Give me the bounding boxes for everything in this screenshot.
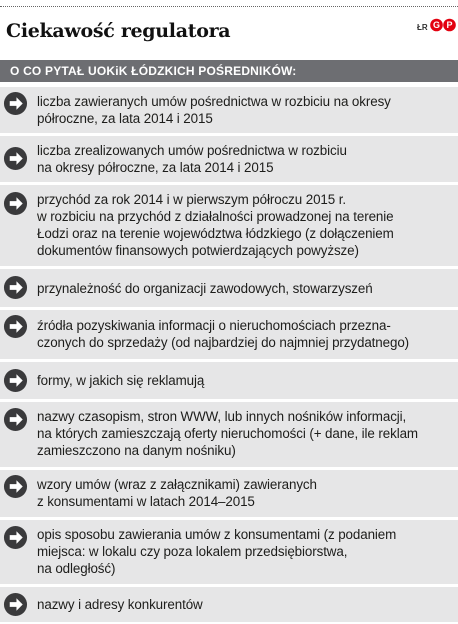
section-heading: O CO PYTAŁ UOKiK ŁÓDZKICH POŚREDNIKÓW: (10, 64, 297, 78)
arrow-right-icon (3, 191, 28, 216)
list-item (0, 362, 458, 399)
top-divider (0, 6, 458, 7)
list-item-text: nazwy i adresy konkurentów (37, 597, 203, 612)
arrow-right-icon (3, 368, 28, 393)
list-item-text: opis sposobu zawierania umów z konsumentami (z podaniem miejsca: w lokalu czy poza lokalem przedsiębiorstwa, na odległość) (37, 527, 397, 576)
list-item-text: liczba zawieranych umów pośrednictwa w rozbiciu na okresy półroczne, za lata 2014 i 2015 (37, 94, 391, 126)
list-item (0, 402, 458, 467)
list-item (0, 587, 458, 622)
list-item-text: wzory umów (wraz z załącznikami) zawieranych z konsumentami w latach 2014–2015 (37, 477, 317, 509)
author-credit: ŁR (417, 23, 428, 32)
list-item-text: źródła pozyskiwania informacji o nieruchomościach przezna- czonych do sprzedaży (od najbardziej do najmniej przydatnego) (37, 318, 410, 350)
list-item (0, 310, 458, 359)
arrow-right-icon (3, 407, 28, 432)
arrow-right-icon (3, 275, 28, 300)
arrow-right-icon (3, 592, 28, 617)
list-item (0, 185, 458, 266)
arrow-right-icon (3, 314, 28, 339)
list-item (0, 470, 458, 517)
logo-letter-g: G (432, 20, 441, 31)
list-item-text: przynależność do organizacji zawodowych, stowarzyszeń (37, 281, 373, 296)
list-item-text: nazwy czasopism, stron WWW, lub innych nośników informacji, na których zamieszczają oferty nieruchomości (+ dane, ile reklam zamieszczono na danym nośniku) (37, 409, 418, 458)
arrow-right-icon (3, 474, 28, 499)
arrow-right-icon (3, 146, 28, 171)
list-item-text: liczba zrealizowanych umów pośrednictwa w rozbiciu na okresy półroczne, za lata 2014 i 2015 (37, 143, 347, 175)
gp-logo (430, 18, 456, 32)
list-item (0, 87, 458, 133)
arrow-right-icon (3, 91, 28, 116)
arrow-right-icon (3, 525, 28, 550)
list-item-text: formy, w jakich się reklamują (37, 373, 205, 388)
logo-letter-p: P (446, 20, 453, 31)
list-item-text: przychód za rok 2014 i w pierwszym półroczu 2015 r. w rozbiciu na przychód z działalności prowadzonej na terenie Łodzi oraz na terenie województwa łódzkiego (z dołączeniem dokumentów finansowych potwierdzających powyższe) (37, 192, 394, 258)
page-title: Ciekawość regulatora (6, 20, 231, 42)
list-item (0, 520, 458, 584)
list-item (0, 269, 458, 307)
list-item (0, 136, 458, 182)
